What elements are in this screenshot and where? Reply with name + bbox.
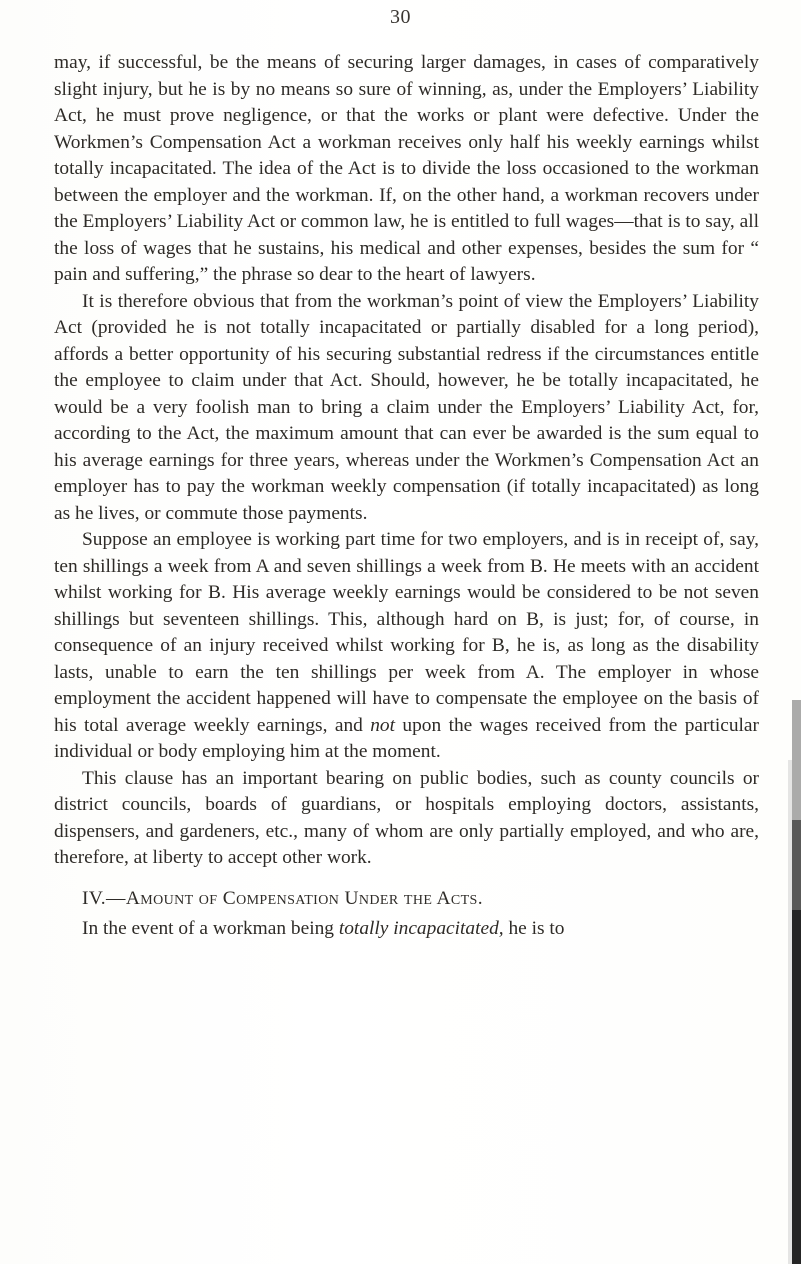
- scan-edge-shadow-top: [792, 700, 801, 820]
- scan-edge-shadow-middle: [792, 820, 801, 910]
- paragraph-5-text-start: In the event of a workman being: [82, 918, 339, 939]
- paragraph-5-text-end: he is to: [503, 918, 565, 939]
- page-number: 30: [390, 6, 411, 28]
- paragraph-1: may, if successful, be the means of securing larger damages, in cases of comparatively slight injury, but he is by no means so sure of winning, as, under the Employers’ Liability Act, he must prove negligence, or that the works or plant were defective. Under the Workmen’s Compensation Act a workman receives only half his weekly earnings whilst totally incapacitated. The idea of the Act is to divide the loss occasioned to the workman between the employer and the workman. If, on the other hand, a workman recovers under the Employers’ Liability Act or common law, he is entitled to full wages—that is to say, all the loss of wages that he sustains, his medical and other expenses, besides the sum for “ pain and suffering,” the phrase so dear to the heart of lawyers.: [54, 52, 759, 285]
- scan-edge-gradient: [788, 760, 792, 1264]
- body-text: [54, 50, 759, 943]
- scan-edge-shadow-bottom: [792, 910, 801, 1264]
- paragraph-4: This clause has an important bearing on public bodies, such as county councils or district councils, boards of guardians, or hospitals employing doctors, assistants, dispensers, and gardeners, etc., many of whom are only partially employed, and who are, therefore, at liberty to accept other work.: [54, 767, 759, 868]
- paragraph-3-text-end: upon the wages received from the particular individual or body employing him at the moment.: [54, 714, 759, 762]
- paragraph-3: [54, 527, 759, 766]
- section-dash: —: [106, 887, 126, 909]
- paragraph-5: [54, 916, 759, 943]
- paragraph-3-emphasis: not: [370, 714, 396, 736]
- paragraph-5-emphasis: totally incapacitated,: [338, 918, 504, 939]
- section-numeral: IV.: [82, 887, 107, 909]
- section-title: Amount of Compensation Under the Acts.: [125, 887, 483, 909]
- paragraph-3-text-start: Suppose an employee is working part time for two employers, and is in receipt of, say, ten shillings a week from A and seven shillings a week from B. He meets with an accident whilst working for B. His average weekly earnings would be considered to be not seven shillings but seventeen shillings. This, although hard on B, is just; for, of course, in consequence of an injury received whilst working for B, he is, as long as the disability lasts, unable to earn the ten shillings per week from A. The employer in whose employment the accident happened will have to compensate the employee on the basis of his total average weekly earnings, and: [54, 529, 759, 736]
- paragraph-2: It is therefore obvious that from the workman’s point of view the Employers’ Liability Act (provided he is not totally incapacitated or partially disabled for a long period), affords a better opportunity of his securing substantial redress if the circumstances entitle the employee to claim under that Act. Should, however, he be totally incapacitated, he would be a very foolish man to bring a claim under the Employers’ Liability Act, for, according to the Act, the maximum amount that can ever be awarded is the sum equal to his average earnings for three years, whereas under the Workmen’s Compensation Act an employer has to pay the workman weekly compensation (if totally incapacitated) as long as he lives, or commute those payments.: [54, 290, 759, 524]
- section-heading: [54, 886, 759, 913]
